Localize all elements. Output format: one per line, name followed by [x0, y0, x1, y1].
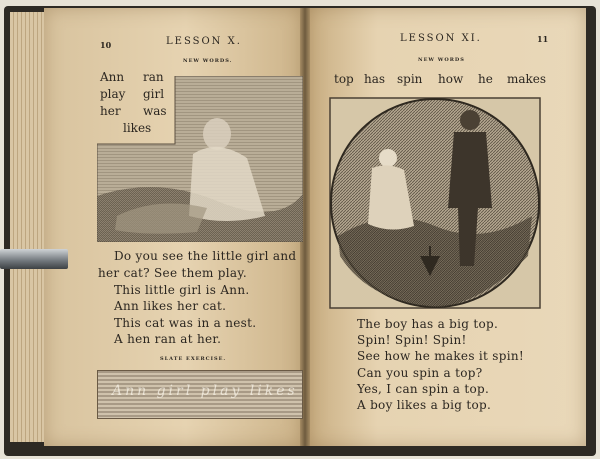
slate-script: Ann girl play likes — [112, 383, 298, 399]
reading-line: A boy likes a big top. — [357, 398, 492, 412]
reading-line: See how he makes it spin! — [357, 349, 525, 363]
new-word: girl — [143, 87, 165, 101]
new-word: has — [364, 72, 386, 86]
boy-spinning-top-illustration — [328, 96, 542, 310]
new-word: was — [143, 104, 167, 118]
new-word: play — [100, 87, 126, 101]
reading-line: Yes, I can spin a top. — [357, 382, 490, 396]
lesson-title-right: LESSON XI. — [400, 33, 482, 44]
page-number-right: 11 — [537, 34, 549, 44]
new-word: he — [478, 72, 493, 86]
new-word: makes — [507, 72, 547, 86]
page-number-left: 10 — [100, 40, 112, 50]
new-word: top — [334, 72, 354, 86]
reading-line: The boy has a big top. — [357, 317, 499, 331]
reading-line: This cat was in a nest. — [114, 316, 257, 330]
metal-clip — [0, 249, 68, 269]
new-words-label-left: NEW WORDS. — [183, 58, 233, 64]
reading-line: her cat? See them play. — [98, 266, 247, 280]
page-edges — [10, 12, 46, 442]
new-word: spin — [397, 72, 423, 86]
new-word: Ann — [100, 70, 125, 84]
reading-line: This little girl is Ann. — [114, 283, 250, 297]
reading-line: Ann likes her cat. — [114, 299, 227, 313]
reading-line: Spin! Spin! Spin! — [357, 333, 467, 347]
lesson-title-left: LESSON X. — [166, 36, 242, 47]
new-word: ran — [143, 70, 164, 84]
reading-line: A hen ran at her. — [114, 332, 222, 346]
new-word: likes — [123, 121, 152, 135]
slate-exercise-panel — [97, 370, 303, 419]
new-words-label-right: NEW WORDS — [418, 57, 465, 63]
girl-with-cat-illustration — [97, 76, 303, 242]
new-word: her — [100, 104, 121, 118]
reading-line: Can you spin a top? — [357, 366, 483, 380]
reading-line: Do you see the little girl and — [114, 249, 297, 263]
slate-exercise-label: SLATE EXERCISE. — [160, 356, 227, 362]
new-word: how — [438, 72, 464, 86]
